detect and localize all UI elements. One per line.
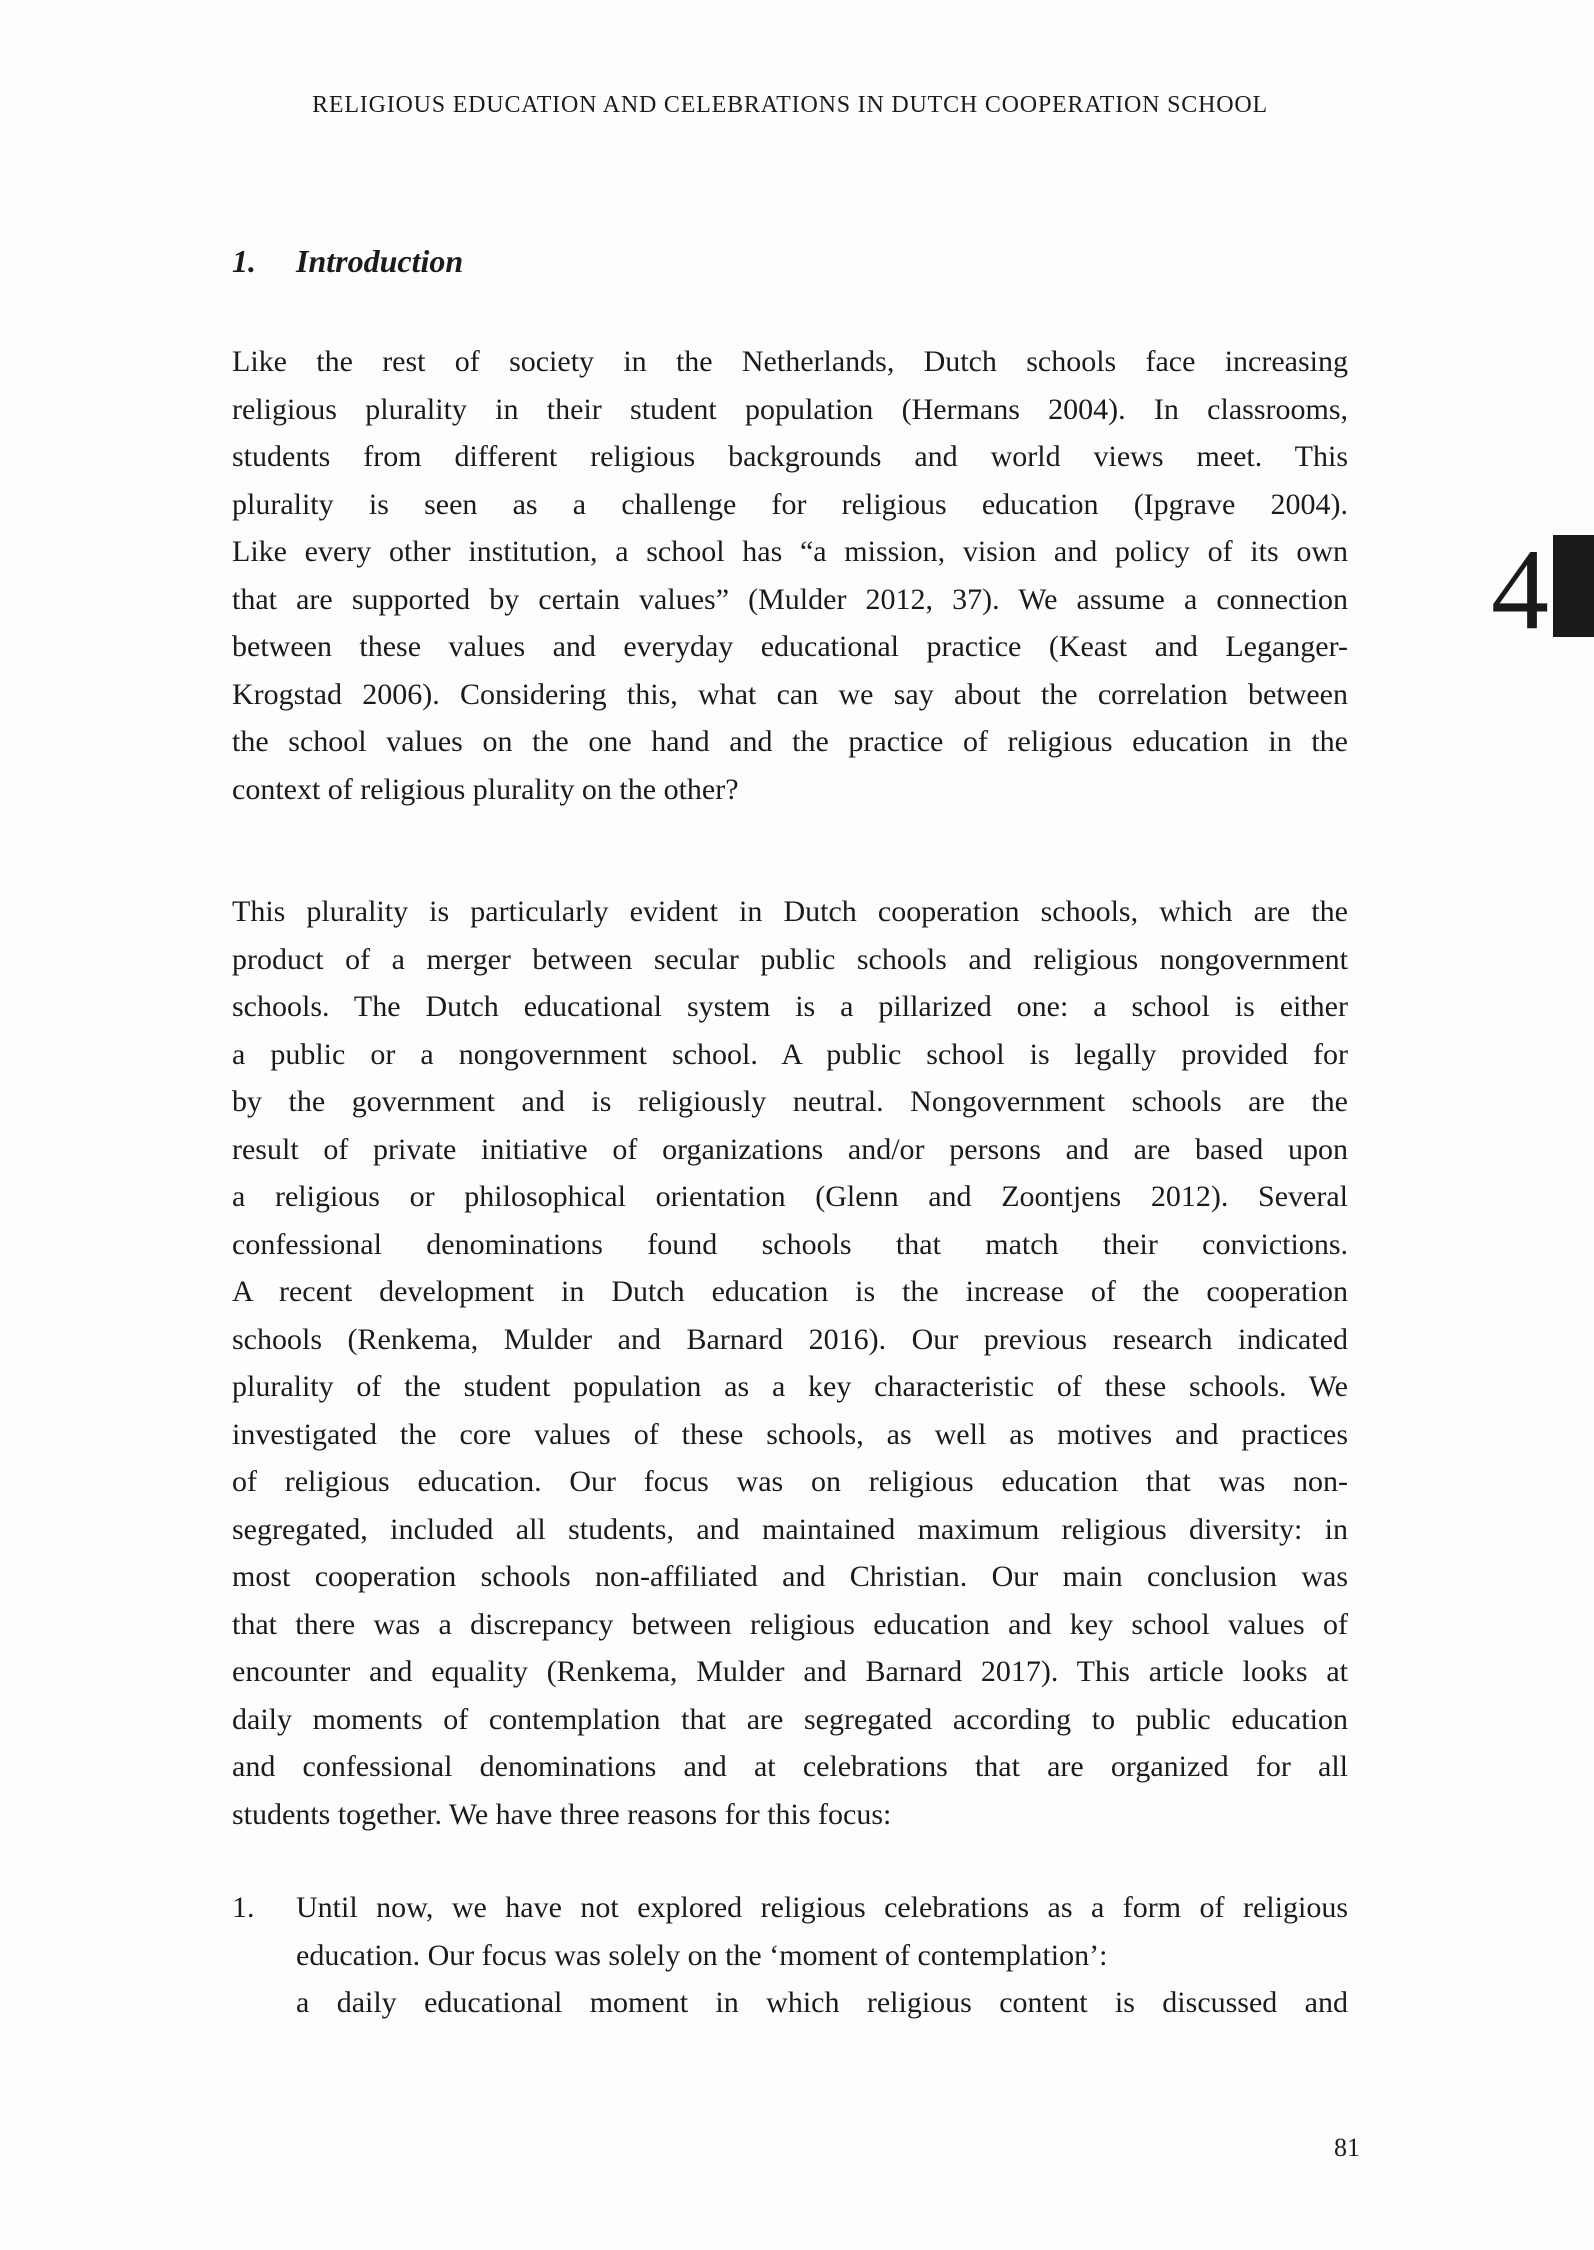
text-line: students together. We have three reasons for this focus: bbox=[232, 1797, 892, 1831]
text-line: A recent development in Dutch education is the increase of the cooperation bbox=[232, 1275, 1348, 1308]
text-line: and confessional denominations and at celebrations that are organized for all bbox=[232, 1750, 1348, 1783]
list-item-marker: 1. bbox=[232, 1891, 255, 1924]
chapter-tab bbox=[1491, 526, 1594, 654]
text-line: schools (Renkema, Mulder and Barnard 2016). Our previous research indicated bbox=[232, 1322, 1348, 1356]
text-line: product of a merger between secular public schools and religious nongovernment bbox=[232, 942, 1348, 976]
text-line: confessional denominations found schools that match their convictions. bbox=[232, 1227, 1348, 1261]
list-item-body bbox=[296, 1884, 1348, 2027]
text-line: encounter and equality (Renkema, Mulder and Barnard 2017). This article looks at bbox=[232, 1655, 1348, 1688]
paragraph-2 bbox=[232, 888, 1348, 1838]
text-line: Like every other institution, a school has “a mission, vision and policy of its own bbox=[232, 535, 1348, 568]
running-head: RELIGIOUS EDUCATION AND CELEBRATIONS IN DUTCH COOPERATION SCHOOL bbox=[312, 92, 1268, 118]
text-line: students from different religious backgrounds and world views meet. This bbox=[232, 440, 1348, 473]
text-line: education. Our focus was solely on the ‘moment of contemplation’: bbox=[296, 1938, 1108, 1972]
text-line: that there was a discrepancy between religious education and key school values of bbox=[232, 1607, 1348, 1641]
text-line: plurality is seen as a challenge for religious education (Ipgrave 2004). bbox=[232, 487, 1348, 521]
text-line: Like the rest of society in the Netherlands, Dutch schools face increasing bbox=[232, 345, 1348, 378]
section-title: Introduction bbox=[296, 243, 464, 279]
text-line: a daily educational moment in which religious content is discussed and bbox=[296, 1986, 1348, 2019]
text-line: segregated, included all students, and maintained maximum religious diversity: in bbox=[232, 1512, 1348, 1546]
chapter-tab-block bbox=[1553, 535, 1594, 637]
text-line: that are supported by certain values” (Mulder 2012, 37). We assume a connection bbox=[232, 582, 1348, 616]
section-number: 1. bbox=[232, 243, 256, 279]
chapter-number: 4 bbox=[1491, 526, 1549, 654]
text-line: by the government and is religiously neutral. Nongovernment schools are the bbox=[232, 1085, 1348, 1118]
text-line: context of religious plurality on the other? bbox=[232, 772, 739, 806]
text-line: This plurality is particularly evident in Dutch cooperation schools, which are the bbox=[232, 895, 1348, 928]
text-line: of religious education. Our focus was on religious education that was non- bbox=[232, 1465, 1348, 1498]
text-line: a public or a nongovernment school. A public school is legally provided for bbox=[232, 1037, 1348, 1071]
text-line: most cooperation schools non-affiliated and Christian. Our main conclusion was bbox=[232, 1560, 1348, 1593]
page-number: 81 bbox=[1334, 2133, 1360, 2162]
text-line: the school values on the one hand and the practice of religious education in the bbox=[232, 725, 1348, 758]
text-line: Until now, we have not explored religious celebrations as a form of religious bbox=[296, 1891, 1348, 1924]
section-heading bbox=[232, 243, 1348, 280]
text-line: result of private initiative of organizations and/or persons and are based upon bbox=[232, 1132, 1348, 1166]
paragraph-1 bbox=[232, 338, 1348, 813]
text-line: daily moments of contemplation that are segregated according to public education bbox=[232, 1702, 1348, 1736]
list-item bbox=[232, 1884, 1348, 2027]
text-line: investigated the core values of these schools, as well as motives and practices bbox=[232, 1417, 1348, 1451]
text-line: religious plurality in their student population (Hermans 2004). In classrooms, bbox=[232, 392, 1348, 426]
text-line: Krogstad 2006). Considering this, what can we say about the correlation between bbox=[232, 677, 1348, 711]
text-line: plurality of the student population as a key characteristic of these schools. We bbox=[232, 1370, 1348, 1403]
text-line: between these values and everyday educational practice (Keast and Leganger- bbox=[232, 630, 1348, 663]
text-line: schools. The Dutch educational system is a pillarized one: a school is either bbox=[232, 990, 1348, 1023]
text-line: a religious or philosophical orientation (Glenn and Zoontjens 2012). Several bbox=[232, 1180, 1348, 1213]
